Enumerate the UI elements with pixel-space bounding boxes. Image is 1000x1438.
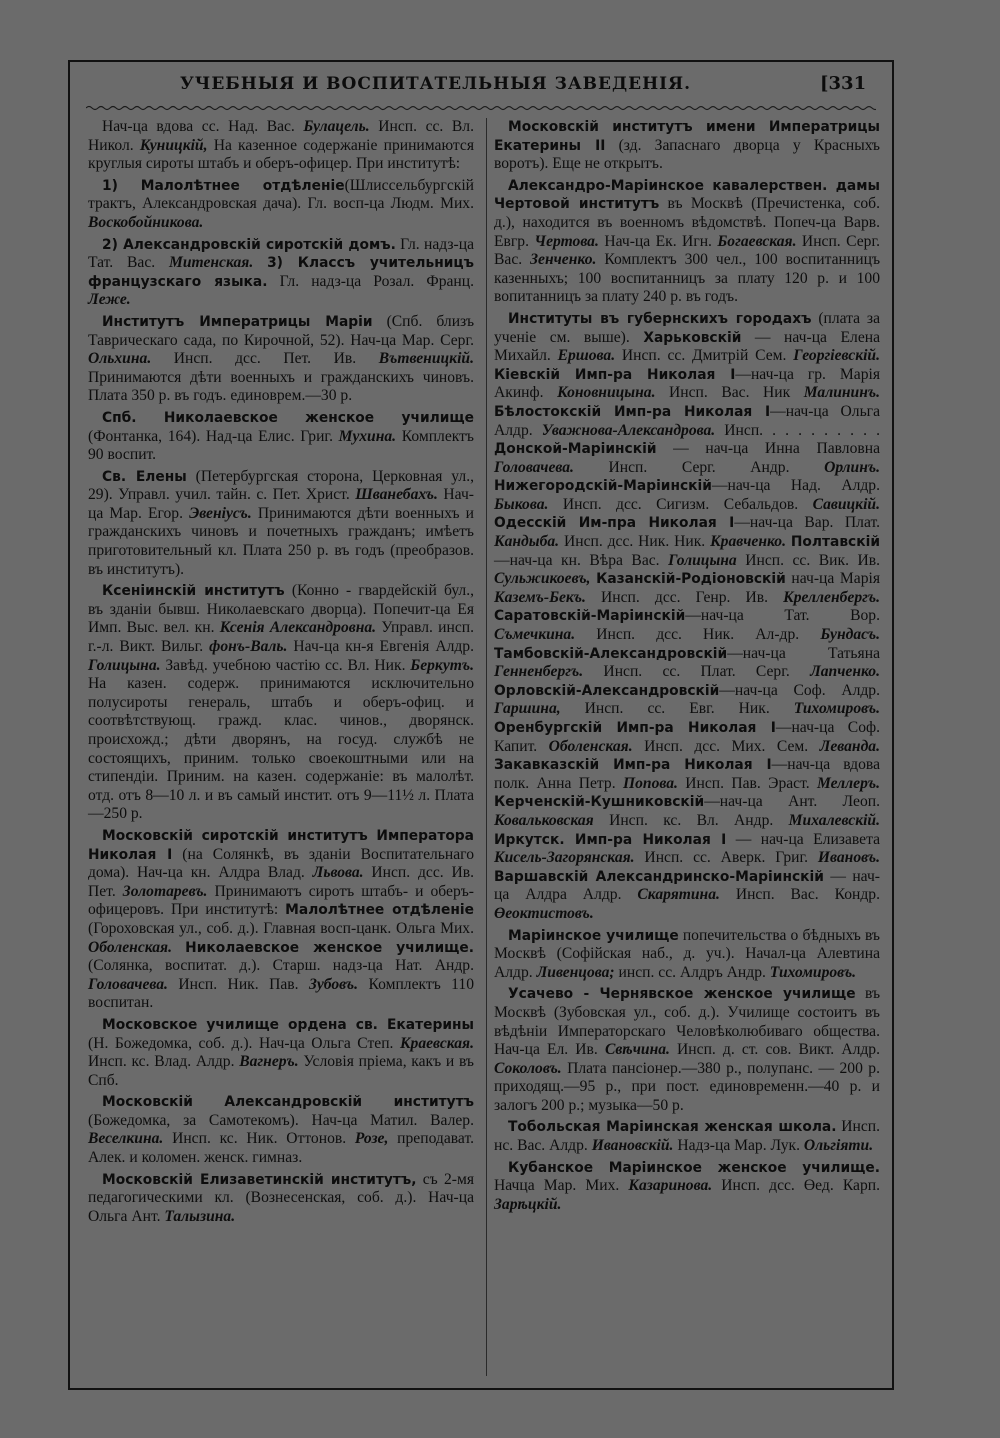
person-surname: Ивановъ. <box>817 849 880 867</box>
institution-name: Орловскій-Александровскій <box>494 682 720 699</box>
institution-name: Усачево - Чернявское женское училище <box>508 986 856 1003</box>
entry-text: —нач-ца Над. Алдр. <box>711 477 880 495</box>
entry-text: Инсп. Серг. Вас. <box>494 232 880 269</box>
entry-text: Инсп. сс. Вик. Ив. <box>736 551 880 569</box>
person-surname: Веселкина. <box>88 1130 164 1148</box>
entry-text: Инсп. дсс. Ив. Пет. <box>88 864 475 900</box>
directory-entry <box>88 313 474 406</box>
entry-text: Принимаются дѣти военныхъ и гражданскихъ чиновъ. Плата 350 р. въ годъ. единоврем.—30 р. <box>88 368 474 405</box>
directory-entry <box>88 1016 474 1090</box>
institution-name: Московскій сиротскій институтъ Императора Николая I <box>88 827 474 863</box>
entry-text: Инсп. Пав. Эраст. <box>677 774 817 792</box>
entry-text: —нач-ца Соф. Алдр. <box>719 681 880 699</box>
entry-text: Принимаются дѣти военныхъ и гражданскихъ чиновъ и почетныхъ гражданъ; имѣетъ приготовительный кл. Плата 250 р. въ годъ (преобразов. въ институтъ). <box>88 504 475 578</box>
institution-name: Керченскій-Кушниковскій <box>494 794 705 811</box>
person-surname: Головачева. <box>494 458 574 476</box>
entry-text: (зд. Запаснаго дворца у Красныхъ воротъ). Еще не открытъ. <box>494 136 880 173</box>
person-surname: Ковальковская <box>494 811 594 829</box>
institution-name: Оренбургскій Имп-ра Николая I <box>494 720 776 736</box>
entry-text: Инсп. д. ст. сов. Викт. Алдр. <box>669 1041 880 1059</box>
entry-text: (Н. Божедомка, соб. д.). Нач-ца Ольга Степ. <box>88 1034 400 1052</box>
institution-name: Московское училище ордена св. Екатерины <box>102 1016 474 1033</box>
institution-name: 2) Александровскій сиротскій домъ. <box>102 236 396 253</box>
institution-name: Полтавскій <box>790 534 880 551</box>
entry-text: Нач-ца вдова сс. Над. Вас. <box>102 118 304 135</box>
person-surname: Свѣчина. <box>604 1041 670 1059</box>
institution-name: Московскій Александровскій институтъ <box>102 1094 474 1111</box>
entry-text: (Божедомка, за Самотекомъ). Нач-ца Матил. Валер. <box>88 1111 474 1129</box>
person-surname: Богаевская. <box>717 232 797 250</box>
person-surname: Голицына <box>668 551 737 569</box>
person-surname: Эвеніусъ. <box>189 504 252 522</box>
directory-entry <box>494 927 880 983</box>
entry-text: —нач-ца вдова полк. Анна Петр. <box>494 756 880 792</box>
entry-text: Инсп. Вас. Кондр. <box>719 886 880 904</box>
person-surname: Быкова. <box>494 495 549 513</box>
person-surname: Ливенцова; <box>536 963 615 981</box>
person-surname: Скарятина. <box>637 886 720 904</box>
person-surname: Гаршина, <box>494 700 561 718</box>
person-surname: Тихомировъ. <box>793 700 880 718</box>
person-surname: Кандыба. <box>494 533 560 551</box>
person-surname: Генненбергъ. <box>494 663 584 681</box>
person-surname: Краевская. <box>399 1034 474 1052</box>
directory-entry <box>88 409 474 465</box>
entry-text: (Конно - гвардейскій бул., въ зданіи бывш. Николаевскаго дворца). Попечит-ца Ея Имп. Выс. вел. кн. <box>88 582 475 637</box>
entry-text: (Шлиссельбургскій трактъ, Александровская дача). Гл. восп-ца Людм. Мих. <box>88 176 474 213</box>
entry-text: Инсп. дсс. Сигизм. Себальдов. <box>548 495 813 513</box>
entry-text <box>172 939 185 956</box>
institution-name: Донской-Маріинскій <box>494 441 657 458</box>
entry-text: (Петербургская сторона, Церковная ул., 29). Управл. учил. тайн. с. Пет. Христ. <box>88 467 474 504</box>
entry-text: Инсп. . . . . . . . . . <box>715 421 881 439</box>
person-surname: Ольгіяти. <box>803 1137 874 1155</box>
person-surname: Голицына. <box>88 656 161 674</box>
person-surname: фонъ-Валь. <box>209 638 288 656</box>
person-surname: Ершова. <box>557 347 616 365</box>
person-surname: Георгіевскій. <box>793 347 880 365</box>
directory-entry <box>494 310 880 924</box>
entry-text: Инсп. кс. Вл. Андр. <box>593 811 789 829</box>
person-surname: Беркутъ. <box>410 656 474 674</box>
institution-name: Закавказскій Имп-ра Николая I <box>494 757 772 774</box>
person-surname: Крелленбергъ. <box>783 588 880 606</box>
entry-text: Надз-ца Мар. Лук. <box>673 1137 804 1155</box>
entry-text: На казенное содержаніе принимаются круглыя сироты штабъ и оберъ-офицер. При институтѣ: <box>88 136 474 173</box>
entry-text: въ Москвѣ (Зубовская ул., соб. д.). Училище состоитъ въ вѣдѣніи Императорскаго Человѣколюбиваго общества. Нач-ца Ел. Ив. <box>494 985 881 1059</box>
left-column <box>88 118 474 1229</box>
entry-text: Инсп. кс. Влад. Алдр. <box>88 1053 240 1071</box>
institution-name: Варшавскій Александринско-Маріинскій <box>494 868 824 885</box>
entry-text: (Гороховская ул., соб. д.). Главная восп-цанк. Ольга Мих. <box>88 919 474 937</box>
directory-entry <box>88 177 474 233</box>
entry-text: преподават. Алек. и коломен. женск. гимназ. <box>88 1130 474 1167</box>
entry-text: попечительства о бѣдныхъ въ Москвѣ (Софійская наб., д. уч.). Начал-ца Алевтина Алдр. <box>494 926 880 981</box>
entry-text: —нач-ца Ольга Алдр. <box>494 402 880 439</box>
entry-text: (Фонтанка, 164). Над-ца Елис. Григ. <box>88 427 339 445</box>
entry-text: нач-ца Марія <box>785 570 880 588</box>
person-surname: Михалевскій. <box>788 811 880 829</box>
entry-text: Инсп. сс. Дмитрій Сем. <box>615 347 794 365</box>
entry-text: Инсп. нс. Вас. Алдр. <box>494 1118 881 1155</box>
person-surname: Куницкій, <box>139 136 208 154</box>
person-surname: Съмечкина. <box>494 626 576 644</box>
entry-text: Инсп. сс. Вл. Никол. <box>88 118 474 154</box>
person-surname: Попова. <box>622 774 678 792</box>
person-surname: Коновницына. <box>557 384 656 402</box>
entry-text: Плата пансіонер.—380 р., полупанс. — 200 р. приходящ.—95 р., при пост. единовременн.—40 р. и залогъ 200 р.; музыка—50 р. <box>494 1059 880 1114</box>
entry-text: —нач-ца Соф. Капит. <box>494 719 880 755</box>
person-surname: Тихомировъ. <box>769 963 857 981</box>
person-surname: Митенская. <box>169 254 254 272</box>
person-surname: Каземъ-Бекъ. <box>494 588 586 606</box>
entry-text: —нач-ца Ант. Леоп. <box>704 793 880 811</box>
person-surname: Зубовъ. <box>308 975 359 993</box>
entry-text: Условія пріема, какъ и въ Спб. <box>88 1053 474 1089</box>
person-surname: Өеоктистовъ. <box>494 904 594 922</box>
entry-text: —нач-ца гр. Марія Акинф. <box>494 365 880 402</box>
entry-text: Инсп. кс. Ник. Оттонов. <box>163 1130 355 1148</box>
directory-entry <box>88 468 474 580</box>
entry-text: — нач-ца Елена Михайл. <box>494 328 881 365</box>
person-surname: Розе, <box>354 1130 389 1148</box>
entry-text: съ 2-мя педагогическими кл. (Вознесенская, соб. д.). Нач-ца Ольга Ант. <box>88 1170 474 1225</box>
person-surname: Чертова. <box>534 232 599 250</box>
institution-name: Институтъ Императрицы Маріи <box>102 313 373 330</box>
entry-text: Инсп. Серг. Андр. <box>573 458 825 476</box>
person-surname: Оболенская. <box>88 938 172 956</box>
person-surname: Леже. <box>88 291 131 309</box>
entry-text: —нач-ца кн. Вѣра Вас. <box>494 551 669 569</box>
entry-text: (на Солянкѣ, въ зданіи Воспитательнаго дома). Нач-ца кн. Алдра Влад. <box>88 845 474 882</box>
institution-name: Казанскій-Родіоновскій <box>596 571 786 588</box>
entry-text: въ Москвѣ (Пречистенка, соб. д.), находится въ военномъ вѣдомствѣ. Попеч-ца Варв. Евгр. <box>494 195 881 250</box>
directory-entry <box>494 1118 880 1155</box>
person-surname: Воскобойникова. <box>88 213 204 231</box>
person-surname: Орлинъ. <box>824 458 880 476</box>
page-header: УЧЕБНЫЯ И ВОСПИТАТЕЛЬНЫЯ ЗАВЕДЕНІЯ. <box>180 74 691 94</box>
person-surname: Зарѣцкій. <box>494 1195 562 1213</box>
entry-text: Нач-ца кн-я Евгенія Алдр. <box>287 638 475 656</box>
entry-text: Инсп. дсс. Ник. Ал-др. <box>575 626 821 644</box>
institution-name: Св. Елены <box>102 468 187 485</box>
entry-text: Комплектъ 300 чел., 100 воспитанницъ казенныхъ; 100 воспитанницъ за плату 120 р. и 100 вопитанницъ за плату 240 р. въ годъ. <box>494 251 881 306</box>
person-surname: Уважнова-Александрова. <box>541 421 716 439</box>
directory-entry <box>88 1171 474 1227</box>
entry-text: Инсп. Ник. Пав. <box>167 975 309 993</box>
person-surname: Булацель. <box>303 118 370 135</box>
entry-text: Принимаютъ сиротъ штабъ- и оберъ-офицеровъ. При институтѣ: <box>88 882 475 919</box>
entry-text: Инсп. дсс. Пет. Ив. <box>151 350 379 368</box>
directory-entry <box>88 236 474 310</box>
institution-name: Московскій институтъ имени Императрицы Екатерины II <box>494 119 880 154</box>
institution-name: Маріинское училище <box>508 927 679 944</box>
person-surname: Бундасъ. <box>820 626 880 644</box>
entry-text: Нач-ца Ек. Игн. <box>598 232 718 250</box>
entry-text: Инсп. дсс. Ник. Ник. <box>559 533 711 551</box>
institution-name: Спб. Николаевское женское училище <box>102 409 474 426</box>
entry-text: — нач-ца Алдра Алдр. <box>494 867 880 904</box>
directory-entry <box>88 582 474 824</box>
person-surname: Ксенія Александровна. <box>219 619 377 637</box>
institution-name: Институты въ губернскихъ городахъ <box>508 310 812 327</box>
entry-text: Инсп. сс. Плат. Серг. <box>583 663 811 681</box>
entry-text: Инсп. сс. Евг. Ник. <box>560 700 794 718</box>
entry-text: Гл. надз-ца Тат. Вас. <box>88 235 474 272</box>
directory-entry <box>494 177 880 307</box>
person-surname: Шванебахъ. <box>355 486 438 504</box>
institution-name: Ксеніинскій институтъ <box>102 583 285 600</box>
entry-text: Гл. надз-ца Розал. Франц. <box>267 272 474 290</box>
institution-name: Одесскій Им-пра Николая I <box>494 515 735 532</box>
person-surname: Казаринова. <box>628 1177 713 1195</box>
institution-name: Харьковскій <box>643 329 742 346</box>
institution-name: Кіевскій Имп-ра Николая I <box>494 366 736 383</box>
entry-text: Нач-ца Мар. Егор. <box>88 486 474 522</box>
person-surname: Львова. <box>312 864 364 882</box>
institution-name: Нижегородскій-Маріинскій <box>494 478 712 495</box>
person-surname: Сульжикоевъ, <box>494 570 591 588</box>
institution-name: Малолѣтнее отдѣленіе <box>285 902 475 919</box>
person-surname: Меллеръ. <box>816 774 880 792</box>
institution-name: Кубанское Маріинское женское училище. <box>508 1159 880 1176</box>
entry-text: Инсп. сс. Аверк. Григ. <box>634 849 818 867</box>
entry-text: Комплектъ 110 воспитан. <box>88 975 474 1012</box>
person-surname: Вагнеръ. <box>239 1053 299 1071</box>
directory-entry <box>494 985 880 1115</box>
institution-name: Александро-Маріинское кавалерствен. дамы Чертовой институтъ <box>494 177 880 213</box>
entry-text: —нач-ца Вар. Плат. <box>734 514 880 532</box>
institution-name: Тобольская Маріинская женская школа. <box>508 1119 837 1136</box>
entry-text: Инсп. дсс. Генр. Ив. <box>585 588 784 606</box>
institution-name: Тамбовскій-Александровскій <box>494 645 728 662</box>
entry-text: Инсп. Вас. Ник <box>655 384 804 402</box>
entry-text: На казен. содерж. принимаются исключительно полусироты генераль, штабъ и оберъ-офиц. и соотвѣтствующ. гражд. клас. чинов., дворянск. происхожд.; дѣти дворянъ, на госуд. службѣ не состоящихъ, приним. только своекоштными или на стипендіи. Приним. на казен. содержаніе: въ малолѣт. отд. отъ 8—10 л. и въ самый инстит. отъ 9—11½ л. Плата—250 р. <box>88 675 474 823</box>
institution-name: Бѣлостокскій Имп-ра Николая I <box>494 403 771 420</box>
entry-text: — нач-ца Инна Павловна <box>656 440 880 458</box>
person-surname: Вътвеницкій. <box>378 350 474 368</box>
person-surname: Савицкій. <box>812 495 880 513</box>
entry-text: Начца Мар. Мих. <box>494 1177 629 1195</box>
person-surname: Ивановскій. <box>591 1137 674 1155</box>
person-surname: Малининъ. <box>803 384 880 402</box>
entry-text <box>253 254 267 271</box>
wavy-rule <box>86 100 876 116</box>
entry-text: (плата за ученіе см. выше). <box>494 309 880 346</box>
entry-text: —нач-ца Татьяна <box>727 644 880 662</box>
entry-text: инсп. сс. Алдръ Андр. <box>614 963 770 981</box>
person-surname: Леванда. <box>819 737 881 755</box>
institution-name: Николаевское женское училище. <box>185 939 474 956</box>
entry-text: — нач-ца Елизавета <box>726 830 880 848</box>
entry-text: Завѣд. учебною частію сс. Вл. Ник. <box>160 656 411 674</box>
person-surname: Мухина. <box>338 427 397 445</box>
column-divider <box>486 118 487 1376</box>
institution-name: Саратовскій-Маріинскій <box>494 608 686 625</box>
institution-name: Иркутск. Имп-ра Николая I <box>494 831 727 848</box>
directory-entry <box>494 1159 880 1215</box>
entry-text: Комплектъ 90 воспит. <box>88 427 474 464</box>
entry-text: (Солянка, воспитат. д.). Старш. надз-ца Нат. Андр. <box>88 957 474 975</box>
institution-name: Московскій Елизаветинскій институтъ, <box>102 1171 417 1188</box>
person-surname: Соколовъ. <box>494 1059 562 1077</box>
right-column <box>494 118 880 1217</box>
person-surname: Золотаревъ. <box>122 882 208 900</box>
entry-text: (Спб. близъ Таврическаго сада, по Кирочной, 52). Нач-ца Мар. Серг. <box>88 312 475 349</box>
directory-entry <box>494 118 880 174</box>
person-surname: Кисель-Загорянская. <box>494 849 635 867</box>
person-surname: Ольхина. <box>88 350 152 368</box>
entry-text: Управл. инсп. г.-л. Викт. Вильг. <box>88 619 474 656</box>
directory-entry <box>88 827 474 1013</box>
institution-name: 1) Малолѣтнее отдѣленіе <box>102 177 345 194</box>
entry-text: Инсп. дсс. Мих. Сем. <box>632 737 820 755</box>
directory-entry <box>88 1093 474 1167</box>
person-surname: Зенченко. <box>530 251 597 269</box>
person-surname: Лапченко. <box>810 663 880 681</box>
person-surname: Кравченко. <box>710 533 786 551</box>
entry-text: Инсп. дсс. Өед. Карп. <box>712 1177 881 1195</box>
directory-entry <box>88 118 474 174</box>
institution-name: 3) Классъ учительницъ французскаго языка. <box>88 255 474 290</box>
page-number: [331 <box>820 73 867 94</box>
entry-text: —нач-ца Тат. Вор. <box>685 607 880 625</box>
person-surname: Оболенская. <box>548 737 633 755</box>
person-surname: Талызина. <box>164 1207 236 1225</box>
person-surname: Головачева. <box>88 975 168 993</box>
